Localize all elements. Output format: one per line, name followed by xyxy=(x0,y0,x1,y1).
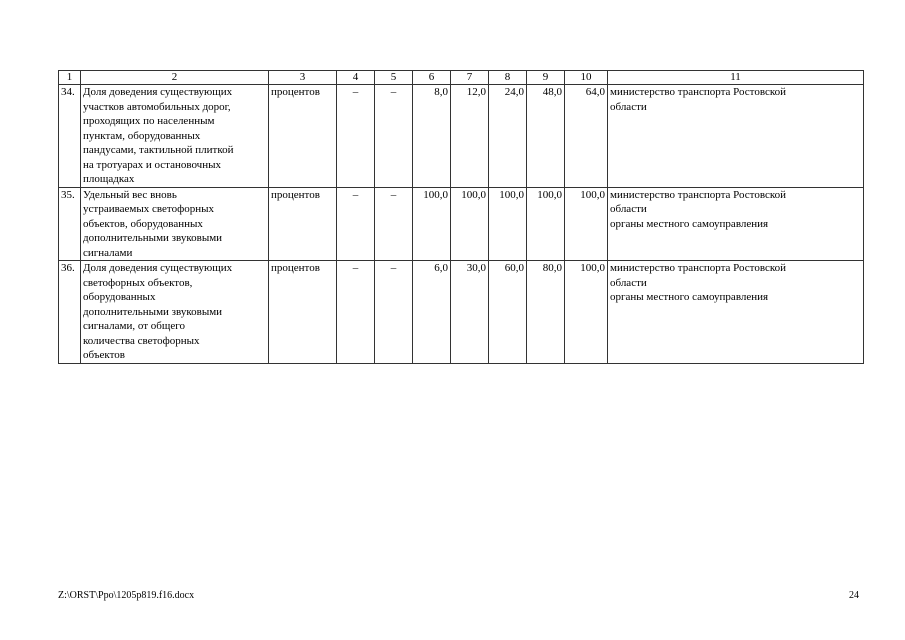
indicator-name-line: светофорных объектов, xyxy=(83,276,193,289)
indicator-name-line: на тротуарах и остановочных xyxy=(83,158,221,171)
indicator-name-line: сигналами, от общего xyxy=(83,320,185,332)
indicator-name-line: Доля доведения существующих xyxy=(83,262,233,274)
responsible-executor xyxy=(608,85,864,188)
value-cell: – xyxy=(337,85,375,188)
indicator-name-line: дополнительными звуковыми xyxy=(83,305,223,318)
row-number: 36. xyxy=(59,261,81,364)
indicator-name-line: пунктам, оборудованных xyxy=(83,129,201,142)
indicator-name-line: количества светофорных xyxy=(83,334,200,347)
value-cell: 100,0 xyxy=(413,187,451,261)
indicator-name-line: проходящих по населенным xyxy=(83,115,215,127)
responsible-line: министерство транспорта Ростовской xyxy=(610,262,787,274)
value-cell: 100,0 xyxy=(565,187,608,261)
indicator-name-line: Доля доведения существующих xyxy=(83,86,233,98)
indicator-name-line: участков автомобильных дорог, xyxy=(83,100,231,113)
indicator-name-line: Удельный вес вновь xyxy=(83,188,177,201)
row-number: 35. xyxy=(59,187,81,261)
value-cell: 12,0 xyxy=(451,85,489,188)
footer-file-path: Z:\ORST\Ppo\1205p819.f16.docx xyxy=(58,590,195,601)
responsible-line: области xyxy=(610,203,647,215)
value-cell: 100,0 xyxy=(489,187,527,261)
header-cell: 9 xyxy=(527,71,565,85)
table-row xyxy=(59,187,864,261)
value-cell: 24,0 xyxy=(489,85,527,188)
value-cell: – xyxy=(375,261,413,364)
value-cell: 100,0 xyxy=(527,187,565,261)
responsible-line: министерство транспорта Ростовской xyxy=(610,86,787,98)
header-cell: 7 xyxy=(451,71,489,85)
value-cell: 6,0 xyxy=(413,261,451,364)
table-row xyxy=(59,261,864,364)
indicator-name-line: устраиваемых светофорных xyxy=(83,203,214,215)
responsible-line: органы местного самоуправления xyxy=(610,291,769,303)
indicator-name xyxy=(81,187,269,261)
indicator-name-line: площадках xyxy=(83,173,135,185)
indicator-name xyxy=(81,261,269,364)
value-cell: – xyxy=(375,187,413,261)
value-cell: 30,0 xyxy=(451,261,489,364)
table-header-row xyxy=(59,71,864,85)
responsible-executor xyxy=(608,261,864,364)
value-cell: – xyxy=(337,187,375,261)
value-cell: 64,0 xyxy=(565,85,608,188)
header-cell: 6 xyxy=(413,71,451,85)
value-cell: 80,0 xyxy=(527,261,565,364)
header-cell: 4 xyxy=(337,71,375,85)
indicators-table xyxy=(58,70,864,364)
indicator-name-line: оборудованных xyxy=(83,291,156,303)
header-cell: 1 xyxy=(59,71,81,85)
table-row xyxy=(59,85,864,188)
value-cell: 100,0 xyxy=(451,187,489,261)
header-cell: 8 xyxy=(489,71,527,85)
row-number: 34. xyxy=(59,85,81,188)
responsible-line: министерство транспорта Ростовской xyxy=(610,188,787,201)
responsible-executor xyxy=(608,187,864,261)
unit-cell: процентов xyxy=(269,261,337,364)
unit-cell: процентов xyxy=(269,85,337,188)
value-cell: – xyxy=(337,261,375,364)
header-cell: 3 xyxy=(269,71,337,85)
value-cell: 8,0 xyxy=(413,85,451,188)
header-cell: 11 xyxy=(608,71,864,85)
responsible-line: области xyxy=(610,100,647,113)
indicator-name-line: объектов, оборудованных xyxy=(83,217,203,230)
value-cell: 48,0 xyxy=(527,85,565,188)
value-cell: 60,0 xyxy=(489,261,527,364)
indicator-name-line: дополнительными звуковыми xyxy=(83,232,223,244)
indicator-name xyxy=(81,85,269,188)
indicator-name-line: объектов xyxy=(83,349,125,361)
header-cell: 2 xyxy=(81,71,269,85)
indicator-name-line: пандусами, тактильной плиткой xyxy=(83,144,234,156)
unit-cell: процентов xyxy=(269,187,337,261)
indicator-name-line: сигналами xyxy=(83,246,133,259)
page-number: 24 xyxy=(849,590,859,601)
responsible-line: органы местного самоуправления xyxy=(610,217,769,230)
header-cell: 10 xyxy=(565,71,608,85)
responsible-line: области xyxy=(610,276,647,289)
value-cell: 100,0 xyxy=(565,261,608,364)
header-cell: 5 xyxy=(375,71,413,85)
value-cell: – xyxy=(375,85,413,188)
